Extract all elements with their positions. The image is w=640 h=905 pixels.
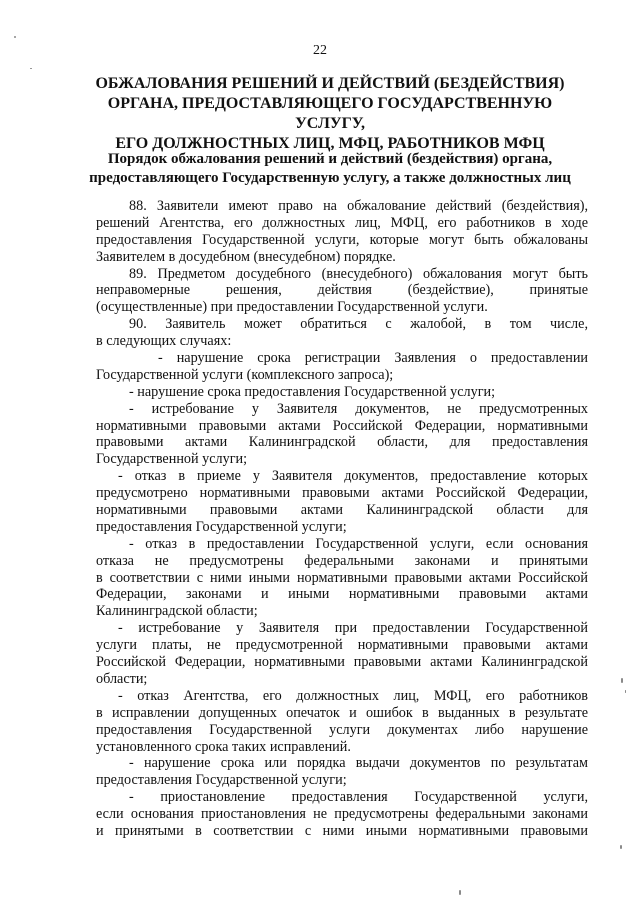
text-line: Российской Федерации, нормативными правовыми актами Калининградской bbox=[96, 654, 588, 671]
scan-speck bbox=[621, 678, 623, 683]
text-line: предоставления Государственной услуги, которые могут быть обжалованы bbox=[96, 231, 588, 248]
text-line: - отказ в предоставлении Государственной услуги, если основания bbox=[129, 535, 588, 552]
text-line: области; bbox=[96, 670, 148, 687]
text-line: установленного срока таких исправлений. bbox=[96, 738, 351, 755]
scan-speck bbox=[625, 690, 626, 693]
text-line: - истребование у Заявителя документов, не предусмотренных bbox=[129, 400, 588, 417]
text-line: нормативными правовыми актами Калининградской области для bbox=[96, 502, 588, 519]
text-line: и принятыми в соответствии с ними иными нормативными правовыми bbox=[96, 822, 588, 839]
text-line: Калининградской области; bbox=[96, 603, 258, 620]
scan-speck bbox=[14, 36, 16, 38]
text-line: в соответствии с ними иными нормативными правовыми актами Российской bbox=[96, 569, 588, 586]
subtitle-line: предоставляющего Государственную услугу, а также должностных лиц bbox=[89, 170, 571, 186]
text-line: - нарушение срока регистрации Заявления о предоставлении bbox=[158, 350, 588, 367]
text-line: Федерации, законами и иными нормативными правовыми актами bbox=[96, 586, 588, 603]
text-line: в исправлении допущенных опечаток и ошибок в выданных в результате bbox=[96, 704, 588, 721]
text-line: Государственной услуги; bbox=[96, 451, 248, 468]
text-line: услуги платы, не предусмотренной нормативными правовыми актами bbox=[96, 637, 588, 654]
text-line: если основания приостановления не предусмотрены федеральными законами bbox=[96, 806, 588, 823]
subtitle-line: Порядок обжалования решений и действий (бездействия) органа, bbox=[107, 151, 553, 167]
scan-speck bbox=[620, 845, 622, 849]
title-line: ОРГАНА, ПРЕДОСТАВЛЯЮЩЕГО ГОСУДАРСТВЕННУЮ УСЛУГУ, bbox=[107, 95, 553, 132]
text-line: нормативными правовыми актами Российской Федерации, нормативными bbox=[96, 417, 588, 434]
text-line: - нарушение срока предоставления Государственной услуги; bbox=[129, 383, 496, 400]
section-title bbox=[80, 74, 580, 154]
text-line: предоставления Государственной услуги; bbox=[96, 772, 347, 789]
title-line: ЕГО ДОЛЖНОСТНЫХ ЛИЦ, МФЦ, РАБОТНИКОВ МФЦ bbox=[115, 135, 545, 152]
text-line: - приостановление предоставления Государственной услуги, bbox=[129, 789, 588, 806]
text-line: 90. Заявитель может обратиться с жалобой, в том числе, bbox=[129, 316, 588, 333]
text-line: Заявителем в досудебном (внесудебном) порядке. bbox=[96, 248, 396, 265]
text-line: предусмотрено нормативными правовыми актами Российской Федерации, bbox=[96, 485, 588, 502]
text-line: в следующих случаях: bbox=[96, 333, 232, 350]
title-line: ОБЖАЛОВАНИЯ РЕШЕНИЙ И ДЕЙСТВИЙ (БЕЗДЕЙСТВИЯ) bbox=[95, 75, 565, 92]
text-line: - истребование у Заявителя при предоставлении Государственной bbox=[118, 620, 588, 637]
text-line: решений Агентства, его должностных лиц, МФЦ, его работников в ходе bbox=[96, 214, 588, 231]
text-line: отказа не предусмотрены федеральными законами и принятыми bbox=[96, 552, 588, 569]
page-number: 22 bbox=[313, 43, 327, 58]
text-line: неправомерные решения, действия (бездействие), принятые bbox=[96, 282, 588, 299]
section-subtitle bbox=[80, 150, 580, 188]
text-line: (осуществленные) при предоставлении Государственной услуги. bbox=[96, 299, 488, 316]
text-line: 88. Заявители имеют право на обжалование действий (бездействия), bbox=[129, 198, 588, 214]
text-line: правовыми актами Калининградской области, для предоставления bbox=[96, 434, 588, 451]
text-line: предоставления Государственной услуги; bbox=[96, 518, 347, 535]
scan-speck bbox=[459, 890, 461, 895]
scan-speck bbox=[30, 68, 32, 69]
text-line: 89. Предметом досудебного (внесудебного) обжалования могут быть bbox=[129, 265, 588, 282]
text-line: предоставления Государственной услуги документах либо нарушение bbox=[96, 721, 588, 738]
text-line: - отказ в приеме у Заявителя документов, предоставление которых bbox=[118, 468, 588, 485]
text-line: - нарушение срока или порядка выдачи документов по результатам bbox=[129, 755, 588, 772]
text-line: Государственной услуги (комплексного запроса); bbox=[96, 366, 394, 383]
body-text bbox=[96, 198, 588, 840]
text-line: - отказ Агентства, его должностных лиц, МФЦ, его работников bbox=[118, 687, 588, 704]
